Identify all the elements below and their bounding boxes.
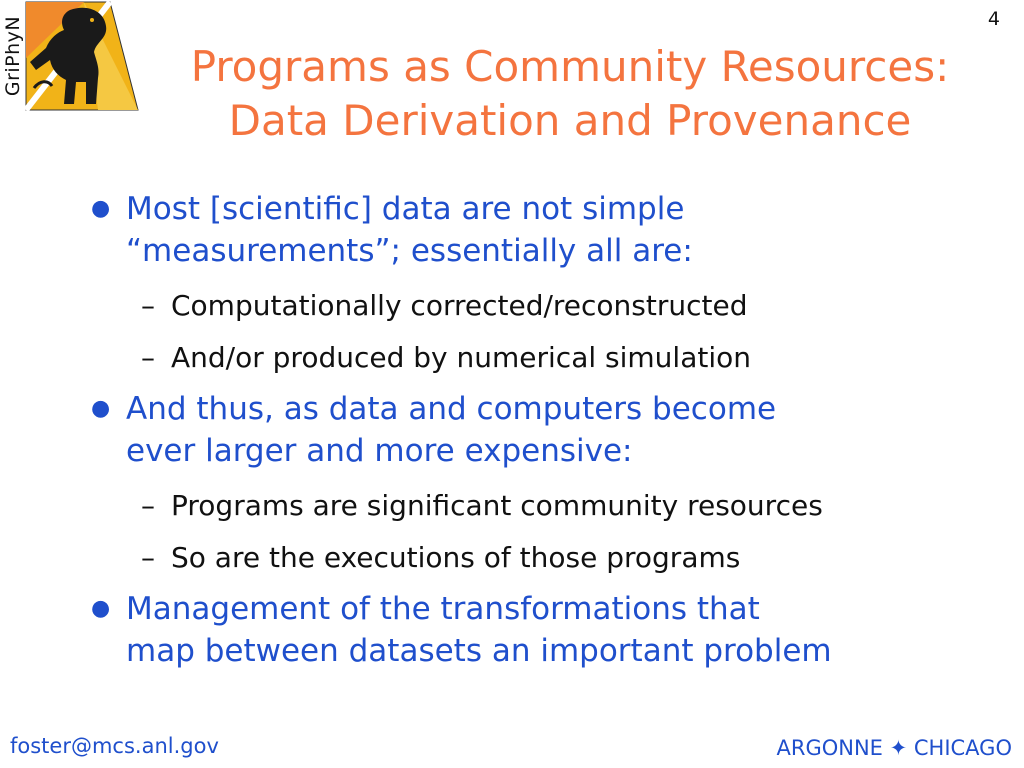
bullet-line: And thus, as data and computers become: [126, 391, 777, 427]
griphyn-logo: [0, 0, 140, 112]
sub-list: [85, 480, 1005, 584]
sub-item-text: Programs are significant community resources: [171, 489, 823, 522]
bullet-dot-icon: ●: [91, 596, 111, 621]
dash-icon: –: [141, 341, 155, 374]
bullet-line: map between datasets an important problem: [126, 633, 832, 669]
sub-item: [85, 480, 1005, 532]
bullet-line: Most [scientific] data are not simple: [126, 191, 685, 227]
dash-icon: –: [141, 289, 155, 322]
bullet-item: [85, 388, 1005, 472]
sub-item-text: Computationally corrected/reconstructed: [171, 289, 748, 322]
logo-wordmark: GriPhyN: [2, 15, 24, 97]
sub-item: [85, 532, 1005, 584]
bullet-dot-icon: ●: [91, 396, 111, 421]
bullet-dot-icon: ●: [91, 196, 111, 221]
sub-item: [85, 332, 1005, 384]
bullet-line: “measurements”; essentially all are:: [126, 233, 693, 269]
sub-item: [85, 280, 1005, 332]
sub-item-text: And/or produced by numerical simulation: [171, 341, 751, 374]
griffin-icon: [0, 0, 140, 112]
bullet-item: [85, 588, 1005, 672]
dash-icon: –: [141, 489, 155, 522]
dash-icon: –: [141, 541, 155, 574]
slide-title: [130, 40, 1010, 148]
bullet-line: ever larger and more expensive:: [126, 433, 633, 469]
footer-email: foster@mcs.anl.gov: [10, 734, 219, 758]
sub-item-text: So are the executions of those programs: [171, 541, 741, 574]
sub-list: [85, 280, 1005, 384]
slide-content: [85, 188, 1005, 678]
bullet-line: Management of the transformations that: [126, 591, 760, 627]
title-line-2: Data Derivation and Provenance: [228, 96, 912, 145]
page-number: 4: [987, 8, 1000, 30]
title-line-1: Programs as Community Resources:: [190, 42, 950, 91]
bullet-item: [85, 188, 1005, 272]
footer-institution: ARGONNE ✦ CHICAGO: [776, 736, 1012, 760]
